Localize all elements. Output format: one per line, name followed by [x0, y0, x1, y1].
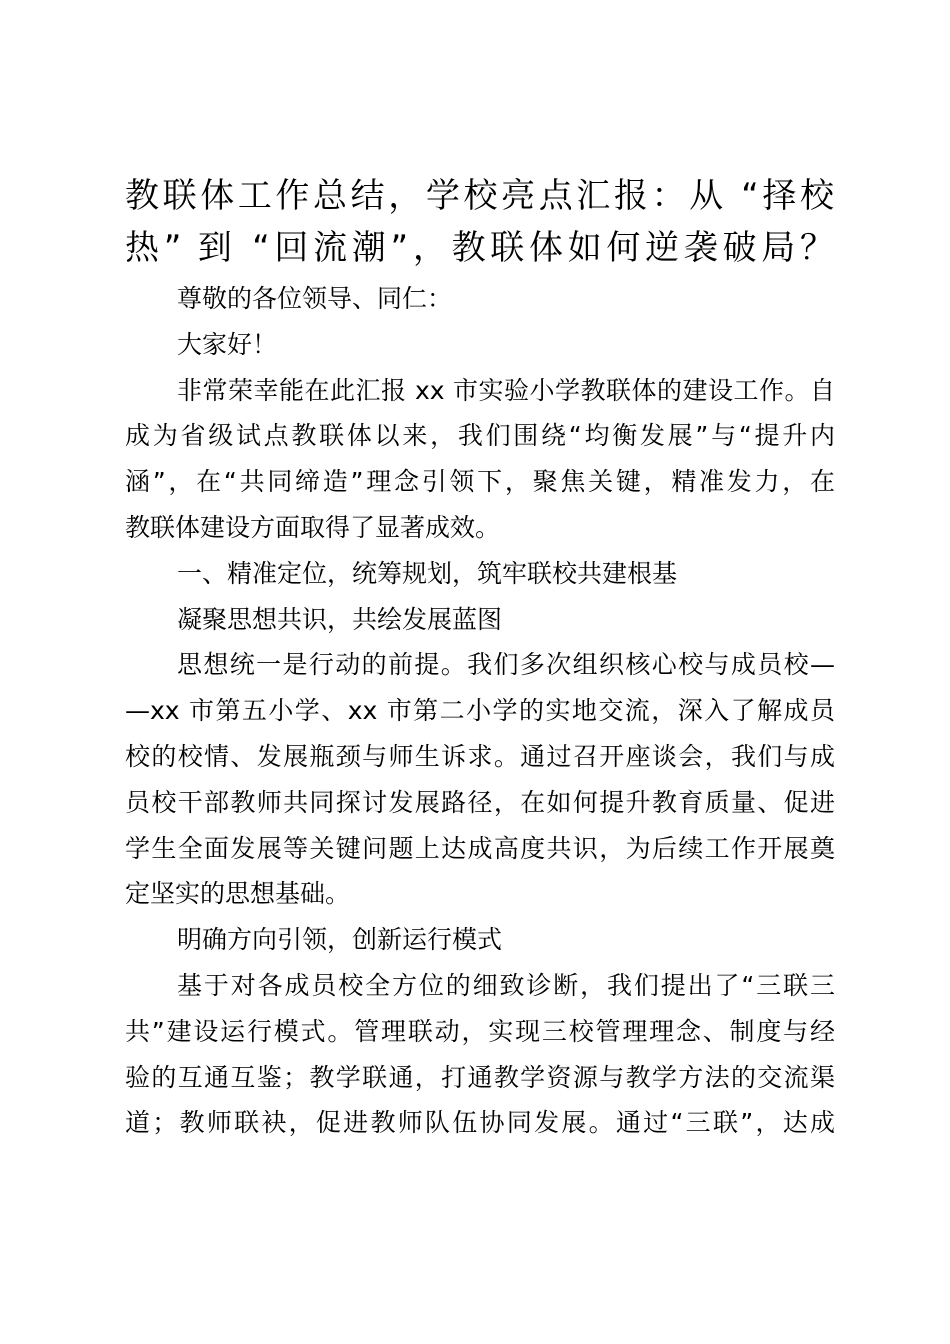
hello-line: 大家好！	[177, 329, 278, 359]
body-line: 员校干部教师共同探讨发展路径，在如何提升教育质量、促进	[125, 787, 835, 817]
body-line: 基于对各成员校全方位的细致诊断，我们提出了“三联三	[177, 970, 835, 1000]
greeting-line: 尊敬的各位领导、同仁：	[177, 284, 453, 313]
subsection-heading	[125, 597, 835, 643]
body-line: 校的校情、发展瓶颈与师生诉求。通过召开座谈会，我们与成	[125, 741, 835, 771]
title-line-1: 教联体工作总结，学校亮点汇报：从 “择校	[125, 176, 835, 216]
body-line: 学生全面发展等关键问题上达成高度共识，为后续工作开展奠	[125, 833, 835, 863]
subsection-1-paragraph	[125, 642, 835, 917]
intro-line: 成为省级试点教联体以来，我们围绕“均衡发展”与“提升内	[125, 421, 835, 451]
body-line: —xx 市第五小学、xx 市第二小学的实地交流，深入了解成员	[125, 696, 835, 726]
subsection-2-paragraph	[125, 963, 835, 1146]
body-line: 验的互通互鉴；教学联通，打通教学资源与教学方法的交流渠	[125, 1062, 835, 1092]
body-line: 定坚实的思想基础。	[125, 879, 351, 909]
body-line: 道；教师联袂，促进教师队伍协同发展。通过“三联”，达成	[125, 1108, 835, 1138]
body-line: 思想统一是行动的前提。我们多次组织核心校与成员校—	[177, 650, 835, 680]
subsection-heading	[125, 917, 835, 963]
greeting-paragraph	[125, 276, 835, 322]
subsection-1-heading: 凝聚思想共识，共绘发展蓝图	[177, 604, 503, 634]
hello-paragraph	[125, 322, 835, 368]
body-line: 共”建设运行模式。管理联动，实现三校管理理念、制度与经	[125, 1016, 835, 1046]
subsection-2-heading: 明确方向引领，创新运行模式	[177, 925, 503, 955]
intro-line: 非常荣幸能在此汇报 xx 市实验小学教联体的建设工作。自	[177, 375, 835, 405]
title-line-2: 热” 到 “回流潮”，教联体如何逆袭破局？	[125, 228, 835, 268]
intro-line: 涵”，在“共同缔造”理念引领下，聚焦关键，精准发力，在	[125, 467, 835, 497]
section-1-heading: 一、精准定位，统筹规划，筑牢联校共建根基	[177, 558, 678, 588]
intro-line: 教联体建设方面取得了显著成效。	[125, 512, 501, 542]
section-heading	[125, 551, 835, 597]
document-body	[125, 276, 835, 1146]
intro-paragraph	[125, 368, 835, 551]
document-title	[125, 170, 835, 274]
